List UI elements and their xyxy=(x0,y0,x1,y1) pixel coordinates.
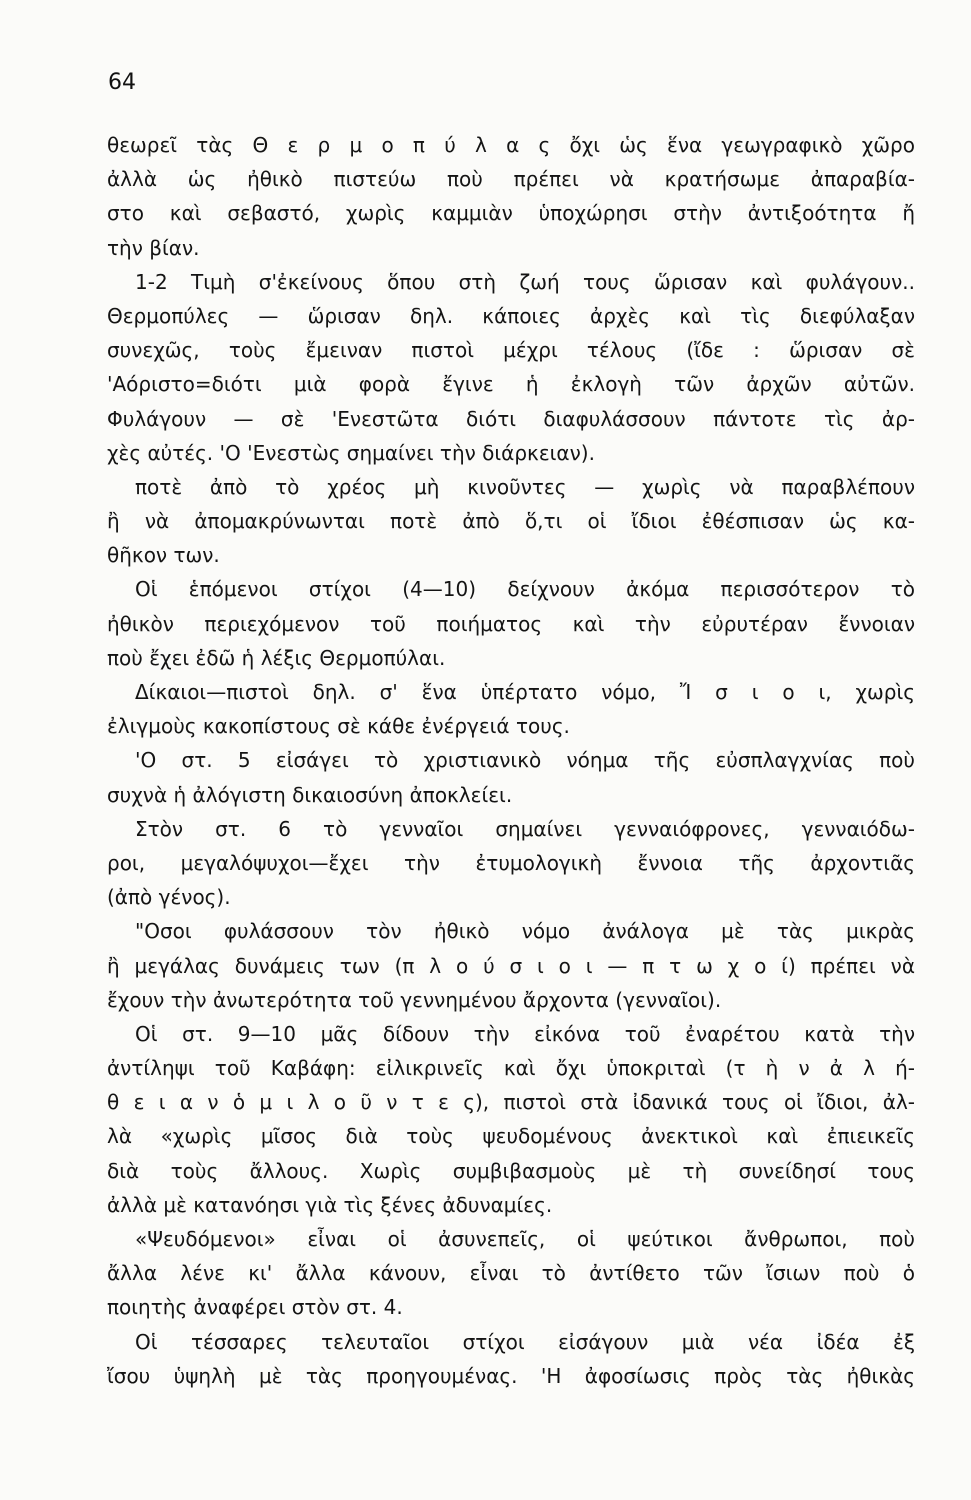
text-line: Οἱ ἑπόμενοι στίχοι (4—10) δείχνουν ἀκόμα περισσότερον τὸ xyxy=(135,577,915,602)
text-line: Δίκαιοι—πιστοὶ δηλ. σ' ἕνα ὑπέρτατο νόμο, Ἴ σ ι ο ι, χωρὶς xyxy=(135,680,915,704)
text-line: ἐλιγμοὺς κακοπίστους σὲ κάθε ἐνέργειά τους. xyxy=(107,714,570,739)
page-number: 64 xyxy=(108,70,136,95)
text-line: Οἱ τέσσαρες τελευταῖοι στίχοι εἰσάγουν μιὰ νέα ἰδέα ἐξ xyxy=(135,1329,915,1354)
text-line: χὲς αὐτές. 'Ο 'Ενεστὼς σημαίνει τὴν διάρκειαν). xyxy=(107,440,595,465)
text-line: (ἀπὸ γένος). xyxy=(107,885,231,910)
text-line: 'Ο στ. 5 εἰσάγει τὸ χριστιανικὸ νόημα τῆς εὐσπλαγχνίας ποὺ xyxy=(135,748,915,773)
text-line: στο καὶ σεβαστό, χωρὶς καμμιὰν ὑποχώρησι στὴν ἀντιξοότητα ἤ xyxy=(107,201,915,226)
text-line: Στὸν στ. 6 τὸ γενναῖοι σημαίνει γενναιόφρονες, γενναιόδω- xyxy=(135,816,915,841)
text-line: Οἱ στ. 9—10 μᾶς δίδουν τὴν εἰκόνα τοῦ ἐναρέτου κατὰ τὴν xyxy=(135,1021,915,1046)
commentary-text xyxy=(107,128,915,1393)
text-line: 'Αόριστο=διότι μιὰ φορὰ ἔγινε ἡ ἐκλογὴ τῶν ἀρχῶν αὐτῶν. xyxy=(107,372,915,397)
text-line: ἢ νὰ ἀπομακρύνωνται ποτὲ ἀπὸ ὅ,τι οἱ ἴδιοι ἐθέσπισαν ὡς κα- xyxy=(107,509,915,534)
text-line: ἴσου ὑψηλὴ μὲ τὰς προηγουμένας. 'Η ἀφοσίωσις πρὸς τὰς ἠθικὰς xyxy=(107,1363,915,1388)
text-line: ἄλλα λένε κι' ἄλλα κάνουν, εἶναι τὸ ἀντίθετο τῶν ἴσιων ποὺ ὁ xyxy=(107,1261,915,1286)
text-line: ποιητὴς ἀναφέρει στὸν στ. 4. xyxy=(107,1295,403,1320)
text-line: διὰ τοὺς ἄλλους. Χωρὶς συμβιβασμοὺς μὲ τὴ συνείδησί τους xyxy=(107,1158,915,1183)
text-line: ἀλλὰ μὲ κατανόησι γιὰ τὶς ξένες ἀδυναμίες. xyxy=(107,1192,553,1217)
text-line: Φυλάγουν — σὲ 'Ενεστῶτα διότι διαφυλάσσουν πάντοτε τὶς ἀρ- xyxy=(107,406,915,431)
text-line: "Οσοι φυλάσσουν τὸν ἠθικὸ νόμο ἀνάλογα μὲ τὰς μικρὰς xyxy=(135,919,915,944)
text-line: ἀντίληψι τοῦ Καβάφη: εἰλικρινεῖς καὶ ὄχι ὑποκριταὶ (τ ὴ ν ἀ λ ή- xyxy=(107,1056,915,1081)
text-line: θῆκον των. xyxy=(107,543,220,568)
text-line: συχνὰ ἡ ἀλόγιστη δικαιοσύνη ἀποκλείει. xyxy=(107,782,513,807)
text-line: Θερμοπύλες — ὥρισαν δηλ. κάποιες ἀρχὲς καὶ τὶς διεφύλαξαν xyxy=(107,303,915,328)
text-line: θ ε ι α ν ὁ μ ι λ ο ῦ ν τ ε ς), πιστοὶ στὰ ἰδανικά τους οἱ ἴδιοι, ἀλ- xyxy=(107,1090,915,1115)
text-line: τὴν βίαν. xyxy=(107,235,200,260)
text-line: ποὺ ἔχει ἐδῶ ἡ λέξις Θερμοπύλαι. xyxy=(107,645,446,670)
text-line: «Ψευδόμενοι» εἶναι οἱ ἀσυνεπεῖς, οἱ ψεύτικοι ἄνθρωποι, ποὺ xyxy=(135,1227,915,1251)
text-line: ἢ μεγάλας δυνάμεις των (π λ ο ύ σ ι ο ι — π τ ω χ ο ί) πρέπει νὰ xyxy=(107,953,915,978)
text-line: θεωρεῖ τὰς Θ ε ρ μ ο π ύ λ α ς ὄχι ὡς ἕνα γεωγραφικὸ χῶρο xyxy=(107,133,915,157)
text-line: ἀλλὰ ὡς ἠθικὸ πιστεύω ποὺ πρέπει νὰ κρατήσωμε ἀπαραβία- xyxy=(107,167,915,192)
text-line: συνεχῶς, τοὺς ἔμειναν πιστοὶ μέχρι τέλους (ἴδε : ὥρισαν σὲ xyxy=(107,338,915,363)
text-line: ποτὲ ἀπὸ τὸ χρέος μὴ κινοῦντες — χωρὶς νὰ παραβλέπουν xyxy=(135,474,915,499)
text-line: 1-2 Τιμὴ σ'ἐκείνους ὅπου στὴ ζωή τους ὥρισαν καὶ φυλάγουν.. xyxy=(135,269,915,294)
text-line: ροι, μεγαλόψυχοι—ἔχει τὴν ἐτυμολογικὴ ἔννοια τῆς ἀρχοντιᾶς xyxy=(107,850,915,875)
text-line: ἠθικὸν περιεχόμενον τοῦ ποιήματος καὶ τὴν εὐρυτέραν ἔννοιαν xyxy=(107,611,915,636)
text-line: ἔχουν τὴν ἀνωτερότητα τοῦ γεννημένου ἄρχοντα (γενναῖοι). xyxy=(107,987,722,1012)
text-line: λὰ «χωρὶς μῖσος διὰ τοὺς ψευδομένους ἀνεκτικοὶ καὶ ἐπιεικεῖς xyxy=(107,1124,915,1149)
